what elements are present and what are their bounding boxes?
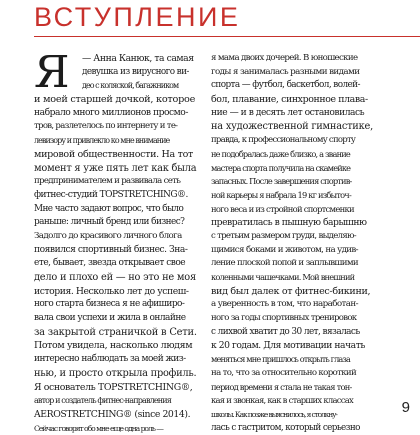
text-line: левизору и привлекло ко мне внимание bbox=[34, 136, 170, 146]
text-line: мировой общественности. На тот bbox=[34, 148, 193, 160]
text-line: вид был далек от фитнес-бикини, bbox=[211, 285, 371, 297]
text-line: а уверенность в том, что наработан- bbox=[211, 299, 358, 310]
text-line: на художественной гимнастике, bbox=[211, 121, 373, 133]
text-line: на то, что за относительно короткий bbox=[211, 367, 357, 378]
text-line: Сейчас говорят обо мне еще одна роль — bbox=[34, 423, 163, 433]
text-line: лась с гастритом, который серьезно bbox=[211, 422, 360, 433]
text-line: годы я занималась разными видами bbox=[211, 66, 360, 77]
text-line: появился спортивный бизнес. Зна- bbox=[34, 244, 188, 255]
text-line: предпринимателем и развивала сеть bbox=[34, 176, 181, 187]
text-line: за закрытой страничкой в Сети. bbox=[34, 326, 197, 338]
text-line: с третьим размером груди, выделяю- bbox=[211, 230, 357, 241]
text-line: интересно наблюдать за моей жиз- bbox=[34, 354, 186, 365]
text-line: с лихвой хватит до 30 лет, вязалась bbox=[211, 326, 360, 337]
text-line: меняться мне пришлось открыть глаза bbox=[211, 354, 351, 365]
text-line: набрало много миллионов просмо- bbox=[34, 107, 188, 118]
text-line: не подобралась даже близко, а звание bbox=[211, 148, 350, 159]
text-line: момент я уже пять лет как была bbox=[34, 162, 197, 174]
text-line: тров, разлетелось по интернету и те- bbox=[34, 121, 178, 132]
text-line: история. Несколько лет до успеш- bbox=[34, 285, 189, 297]
text-line: вала свои успехи и жила в онлайне bbox=[34, 313, 186, 324]
text-line: ного веса и из стройной спортсменки bbox=[211, 203, 354, 214]
text-line: AEROSTRETCHING® (since 2014). bbox=[34, 408, 191, 420]
text-line: автор и создатель фитнес-направления bbox=[34, 395, 171, 406]
text-line: раньше: личный бренд или бизнес? bbox=[34, 217, 185, 228]
text-line: ного за годы спортивных тренировок bbox=[211, 313, 357, 324]
text-line: део с коляской, багажником bbox=[82, 81, 179, 91]
text-line: ние — и в десять лет остановилась bbox=[211, 107, 365, 118]
text-line: спорта — футбол, баскетбол, волей- bbox=[211, 80, 360, 91]
drop-cap: Я bbox=[34, 47, 70, 98]
text-line: ной карьеры я набрала 19 кг избыточ- bbox=[211, 189, 351, 200]
text-line: коленными чашечками. Мой внешний bbox=[211, 272, 355, 282]
chapter-heading: ВСТУПЛЕНИЕ bbox=[34, 2, 241, 32]
text-line: ление плоской попой и заплывшими bbox=[211, 258, 358, 269]
text-line: девушка из вирусного ви- bbox=[82, 66, 189, 77]
text-line: щимися боками и животом, на удив- bbox=[211, 244, 358, 255]
text-line: нью, и просто открыла профиль. bbox=[34, 367, 197, 379]
left-column bbox=[34, 47, 203, 435]
text-line: школы. Как позже выяснилось, я столкну- bbox=[211, 409, 337, 419]
text-line: Потом увидела, насколько людям bbox=[34, 340, 193, 352]
text-line: Я основатель TOPSTRETCHING®, bbox=[34, 381, 193, 393]
text-line: фитнес-студий TOPSTRETCHING®. bbox=[34, 189, 188, 200]
left-column-lines bbox=[34, 47, 203, 435]
text-line: правда, к профессиональному спорту bbox=[211, 135, 356, 146]
text-line: — Анна Канюк, та самая bbox=[82, 53, 194, 64]
text-line: кая и звонкая, как в старших классах bbox=[211, 395, 353, 406]
text-line: период времени я стала не такая тон- bbox=[211, 381, 352, 392]
text-line: превратилась в пышную барышню bbox=[211, 217, 367, 229]
right-column bbox=[211, 52, 380, 435]
text-line: к 20 годам. Для мотивации начать bbox=[211, 340, 365, 352]
text-line: ного старта бизнеса я не афиширо- bbox=[34, 299, 185, 310]
text-line: ете, бывает, звезда открывает свое bbox=[34, 258, 186, 269]
text-line: и моей старшей дочкой, которое bbox=[34, 94, 196, 106]
text-line: Задолго до красивого личного блога bbox=[34, 230, 182, 241]
text-line: дело и плохо ей — но это не моя bbox=[34, 272, 196, 283]
heading-divider bbox=[34, 36, 420, 37]
text-line: бол, плавание, синхронное плава- bbox=[211, 94, 368, 106]
text-line: мастера спорта получила на скамейке bbox=[211, 162, 351, 173]
text-line: Мне часто задают вопрос, что было bbox=[34, 203, 184, 214]
page-number: 9 bbox=[401, 399, 410, 416]
text-line: я мама двоих дочерей. В юношеские bbox=[211, 53, 358, 63]
text-line: запасных. После завершения спортив- bbox=[211, 176, 352, 187]
right-column-lines bbox=[211, 52, 380, 435]
